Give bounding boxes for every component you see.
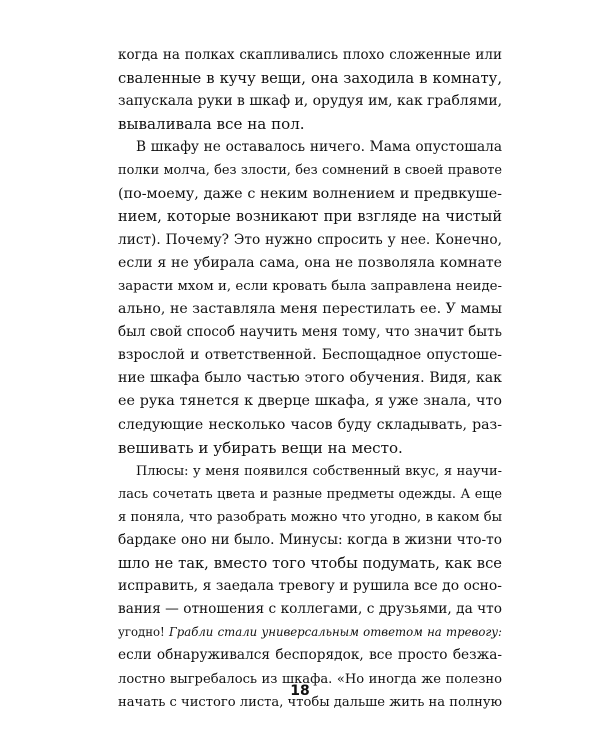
text-line: я поняла, что разобрать можно что угодно, в каком бы xyxy=(118,509,502,525)
text-line: полки молча, без злости, без сомнений в своей правоте xyxy=(118,163,502,179)
text-line: взрослой и ответственной. Беспощадное опустоше- xyxy=(118,347,502,364)
text-line: (по-моему, даже с неким волнением и предвкуше- xyxy=(118,185,502,202)
text-line: ально, не заставляла меня перестилать ее. У мамы xyxy=(118,301,502,318)
text-line: Плюсы: у меня появился собственный вкус, я научи- xyxy=(136,463,502,479)
text-line: вываливала все на пол. xyxy=(118,115,305,134)
body-text xyxy=(118,44,502,714)
text-line: исправить, я заедала тревогу и рушила все до осно- xyxy=(118,578,502,595)
text-line: начать с чистого листа, чтобы дальше жить на полную xyxy=(118,694,502,710)
text-line: вания — отношения с коллегами, с друзьями, да что xyxy=(118,601,502,618)
text-line: был свой способ научить меня тому, что значит быть xyxy=(118,324,502,341)
text-line: бардаке оно ни было. Минусы: когда в жизни что-то xyxy=(118,531,502,548)
italic-emphasis: Грабли стали универсальным ответом на тревогу: xyxy=(169,625,502,640)
text-line: сваленные в кучу вещи, она заходила в комнату, xyxy=(118,70,502,88)
page-number: 18 xyxy=(290,683,310,699)
text-line: если я не убирала сама, она не позволяла комнате xyxy=(118,254,502,271)
text-line: шло не так, вместо того чтобы подумать, как все xyxy=(118,555,502,573)
text-fragment: угодно! xyxy=(118,625,165,640)
text-line: запускала руки в шкаф и, орудуя им, как граблями, xyxy=(118,93,502,110)
text-line: лостно выгребалось из шкафа. «Но иногда же полезно xyxy=(118,671,502,687)
text-line: В шкафу не оставалось ничего. Мама опустошала xyxy=(136,139,502,156)
text-line: ние шкафа было частью этого обучения. Видя, как xyxy=(118,370,502,387)
text-line: нием, которые возникают при взгляде на чистый xyxy=(118,208,502,225)
text-line: следующие несколько часов буду складывать, раз- xyxy=(118,416,502,433)
text-line: лась сочетать цвета и разные предметы одежды. А еще xyxy=(118,486,502,502)
text-line: если обнаруживался беспорядок, все просто безжа- xyxy=(118,647,502,664)
text-line: ее рука тянется к дверце шкафа, я уже знала, что xyxy=(118,393,502,410)
text-line-mixed xyxy=(118,621,502,644)
text-line: зарасти мхом и, если кровать была заправлена неиде- xyxy=(118,278,502,294)
text-line: лист). Почему? Это нужно спросить у нее. Конечно, xyxy=(118,231,502,248)
text-line: вешивать и убирать вещи на место. xyxy=(118,438,403,457)
text-line: когда на полках скапливались плохо сложенные или xyxy=(118,47,502,63)
